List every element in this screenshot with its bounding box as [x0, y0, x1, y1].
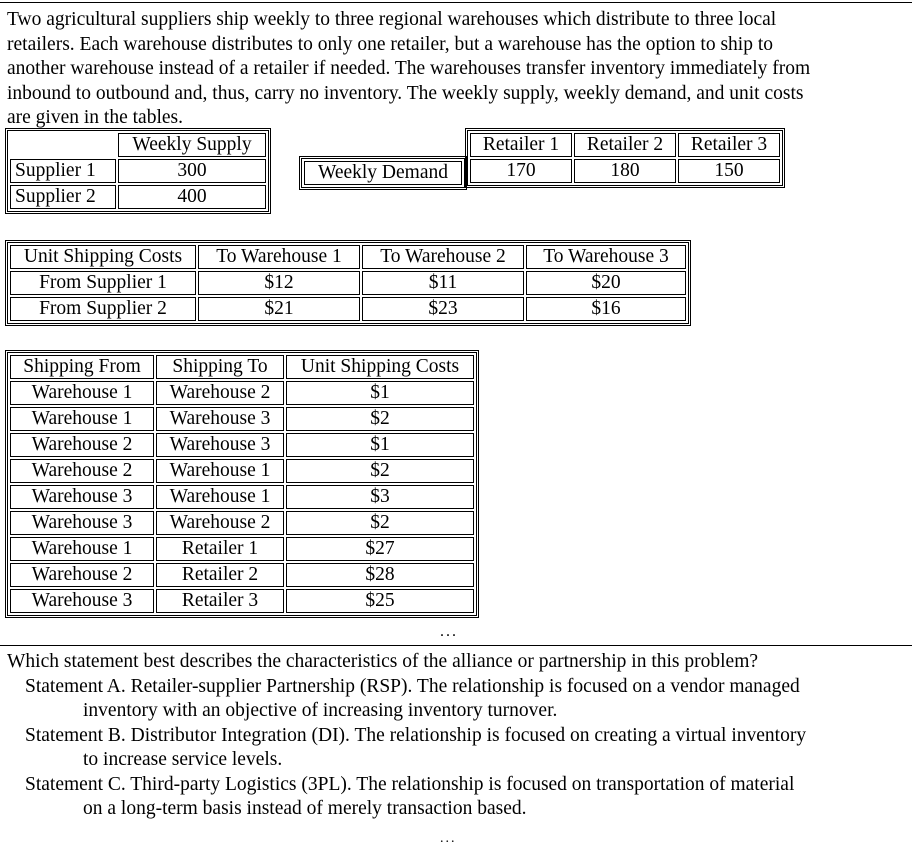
- column-header: To Warehouse 2: [362, 245, 524, 269]
- table-row: [10, 185, 266, 209]
- to-cell: Warehouse 2: [156, 511, 284, 535]
- column-header: To Warehouse 1: [198, 245, 360, 269]
- from-cell: Warehouse 1: [10, 381, 154, 405]
- table-row: [10, 271, 686, 295]
- row-label: Supplier 2: [10, 185, 116, 209]
- column-header: To Warehouse 3: [526, 245, 686, 269]
- cost-cell: $2: [286, 407, 474, 431]
- statement-b-cont: to increase service levels.: [83, 749, 283, 770]
- table-row: [470, 159, 780, 183]
- cost-cell: $21: [198, 297, 360, 321]
- cost-cell: $11: [362, 271, 524, 295]
- column-header: Retailer 3: [678, 133, 780, 157]
- table-row: [10, 355, 474, 379]
- warehouse-shipping-cost-table: [5, 350, 479, 618]
- cost-cell: $2: [286, 511, 474, 535]
- table-row: [10, 133, 266, 157]
- top-rule: [0, 2, 912, 3]
- intro-line: are given in the tables.: [7, 107, 183, 128]
- to-cell: Retailer 1: [156, 537, 284, 561]
- cost-cell: $16: [526, 297, 686, 321]
- supplier-shipping-cost-table: [5, 240, 691, 326]
- table-row: [10, 511, 474, 535]
- to-cell: Retailer 2: [156, 563, 284, 587]
- question-block: [7, 650, 907, 822]
- to-cell: Warehouse 3: [156, 433, 284, 457]
- demand-value: 150: [678, 159, 780, 183]
- weekly-demand-table: [465, 128, 785, 188]
- cost-cell: $1: [286, 433, 474, 457]
- table-row: [470, 133, 780, 157]
- statement-c-cont: on a long-term basis instead of merely transaction based.: [83, 798, 527, 819]
- row-label: Weekly Demand: [304, 161, 462, 185]
- from-cell: Warehouse 3: [10, 589, 154, 613]
- table-row: [10, 563, 474, 587]
- cost-cell: $2: [286, 459, 474, 483]
- cost-cell: $3: [286, 485, 474, 509]
- weekly-supply-table: [5, 128, 271, 214]
- table-row: [10, 297, 686, 321]
- to-cell: Retailer 3: [156, 589, 284, 613]
- table-row: [10, 589, 474, 613]
- cost-cell: $12: [198, 271, 360, 295]
- supply-value: 400: [118, 185, 266, 209]
- table-row: [10, 245, 686, 269]
- cost-cell: $25: [286, 589, 474, 613]
- bottom-ellipsis: ...: [440, 831, 457, 846]
- table-row: [304, 161, 462, 185]
- column-header: Weekly Supply: [118, 133, 266, 157]
- table-row: [10, 381, 474, 405]
- intro-line: another warehouse instead of a retailer if needed. The warehouses transfer inventory immediately from: [7, 58, 811, 79]
- ellipsis: ...: [440, 623, 458, 640]
- demand-value: 180: [574, 159, 676, 183]
- from-cell: Warehouse 1: [10, 537, 154, 561]
- row-label: From Supplier 1: [10, 271, 196, 295]
- column-header: Unit Shipping Costs: [286, 355, 474, 379]
- to-cell: Warehouse 3: [156, 407, 284, 431]
- table-row: [10, 407, 474, 431]
- column-header: Unit Shipping Costs: [10, 245, 196, 269]
- from-cell: Warehouse 3: [10, 485, 154, 509]
- divider: [0, 645, 912, 646]
- cost-cell: $28: [286, 563, 474, 587]
- cost-cell: $20: [526, 271, 686, 295]
- column-header: Retailer 2: [574, 133, 676, 157]
- to-cell: Warehouse 2: [156, 381, 284, 405]
- table-row: [10, 433, 474, 457]
- intro-line: inbound to outbound and, thus, carry no inventory. The weekly supply, weekly demand, and unit costs: [7, 82, 804, 104]
- statement-a-cont: inventory with an objective of increasing inventory turnover.: [83, 700, 558, 721]
- table-row: [10, 159, 266, 183]
- supply-value: 300: [118, 159, 266, 183]
- problem-intro: [7, 8, 907, 131]
- column-header: Shipping To: [156, 355, 284, 379]
- row-label: From Supplier 2: [10, 297, 196, 321]
- intro-line: Two agricultural suppliers ship weekly to three regional warehouses which distribute to three local: [7, 9, 777, 30]
- question-prompt: Which statement best describes the characteristics of the alliance or partnership in this problem?: [7, 651, 759, 672]
- statement-c: Statement C. Third-party Logistics (3PL). The relationship is focused on transportation of material: [25, 773, 795, 795]
- intro-line: retailers. Each warehouse distributes to only one retailer, but a warehouse has the option to ship to: [7, 33, 774, 55]
- weekly-demand-label-box: [299, 156, 467, 190]
- cost-cell: $27: [286, 537, 474, 561]
- row-label: Supplier 1: [10, 159, 116, 183]
- from-cell: Warehouse 1: [10, 407, 154, 431]
- to-cell: Warehouse 1: [156, 485, 284, 509]
- to-cell: Warehouse 1: [156, 459, 284, 483]
- cost-cell: $1: [286, 381, 474, 405]
- column-header: Retailer 1: [470, 133, 572, 157]
- from-cell: Warehouse 3: [10, 511, 154, 535]
- cost-cell: $23: [362, 297, 524, 321]
- table-row: [10, 459, 474, 483]
- table-row: [10, 537, 474, 561]
- from-cell: Warehouse 2: [10, 563, 154, 587]
- table-row: [10, 485, 474, 509]
- statement-b: Statement B. Distributor Integration (DI). The relationship is focused on creating a virtual inventory: [25, 724, 807, 746]
- from-cell: Warehouse 2: [10, 459, 154, 483]
- from-cell: Warehouse 2: [10, 433, 154, 457]
- demand-value: 170: [470, 159, 572, 183]
- statement-a: Statement A. Retailer-supplier Partnership (RSP). The relationship is focused on a vendor managed: [25, 675, 800, 697]
- column-header: Shipping From: [10, 355, 154, 379]
